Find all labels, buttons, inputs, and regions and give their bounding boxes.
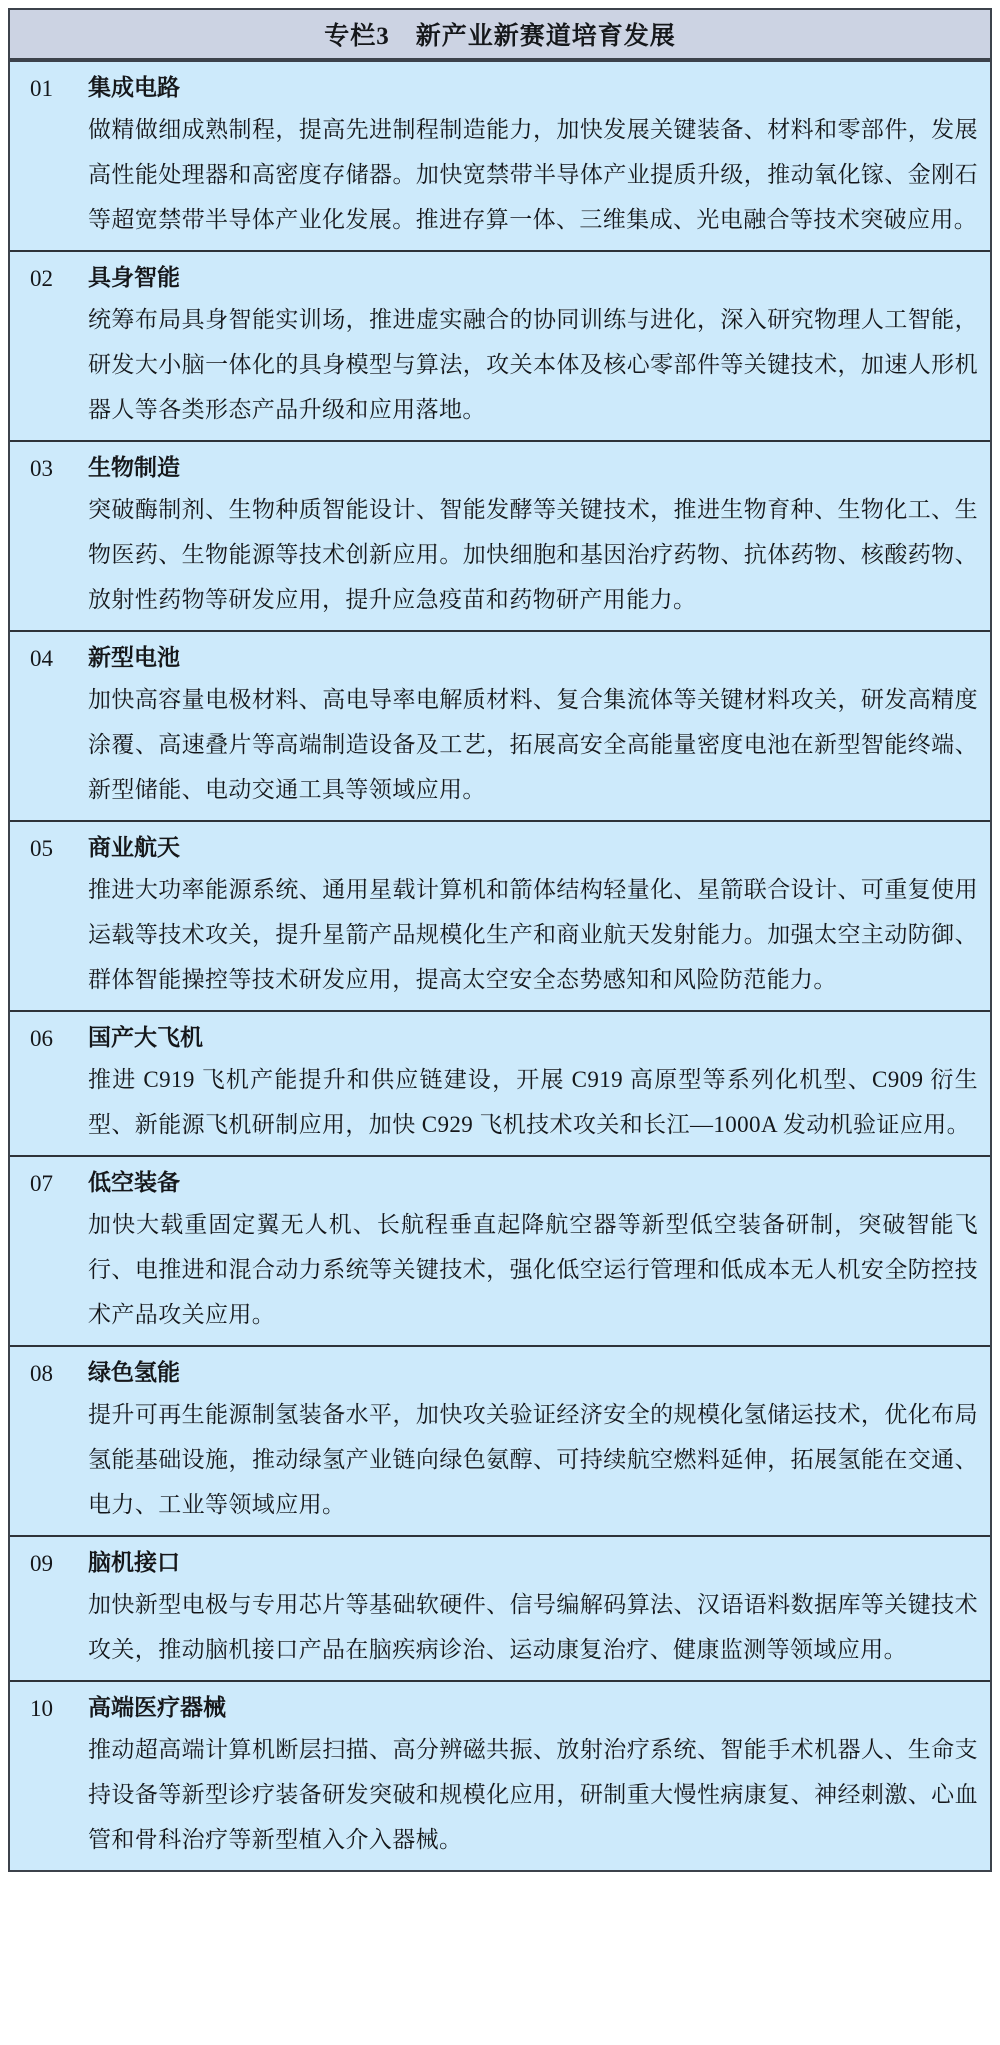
- section-content: [88, 1544, 978, 1672]
- special-column-panel: [8, 8, 992, 1872]
- section-content: [88, 1164, 978, 1337]
- section-title: 生物制造: [88, 455, 180, 480]
- section-content: [88, 259, 978, 432]
- section-body: 提升可再生能源制氢装备水平，加快攻关验证经济安全的规模化氢储运技术，优化布局氢能基础设施，推动绿氢产业链向绿色氨醇、可持续航空燃料延伸，拓展氢能在交通、电力、工业等领域应用。: [88, 1402, 978, 1517]
- panel-title: 专栏3 新产业新赛道培育发展: [324, 23, 676, 50]
- panel-header: [10, 10, 990, 62]
- section-content: [88, 1354, 978, 1527]
- section-number: 10: [30, 1696, 53, 1721]
- section-title: 具身智能: [88, 265, 180, 290]
- section-title: 商业航天: [88, 835, 180, 860]
- section-body: 加快大载重固定翼无人机、长航程垂直起降航空器等新型低空装备研制，突破智能飞行、电推进和混合动力系统等关键技术，强化低空运行管理和低成本无人机安全防控技术产品攻关应用。: [88, 1212, 978, 1327]
- section-row: [10, 1345, 990, 1535]
- section-row: [10, 820, 990, 1010]
- section-number: 06: [30, 1026, 53, 1051]
- section-content: [88, 1689, 978, 1862]
- section-content: [88, 829, 978, 1002]
- section-row: [10, 1535, 990, 1680]
- section-number: 03: [30, 456, 53, 481]
- section-number: 08: [30, 1361, 53, 1386]
- section-content: [88, 1019, 978, 1147]
- section-body: 突破酶制剂、生物种质智能设计、智能发酵等关键技术，推进生物育种、生物化工、生物医药、生物能源等技术创新应用。加快细胞和基因治疗药物、抗体药物、核酸药物、放射性药物等研发应用，提升应急疫苗和药物研产用能力。: [88, 497, 978, 612]
- section-number: 04: [30, 646, 53, 671]
- section-title: 集成电路: [88, 75, 180, 100]
- section-number: 01: [30, 76, 53, 101]
- section-title: 国产大飞机: [88, 1025, 203, 1050]
- sections-list: [10, 62, 990, 1870]
- section-row: [10, 440, 990, 630]
- section-body: 加快高容量电极材料、高电导率电解质材料、复合集流体等关键材料攻关，研发高精度涂覆、高速叠片等高端制造设备及工艺，拓展高安全高能量密度电池在新型智能终端、新型储能、电动交通工具等领域应用。: [88, 687, 978, 802]
- section-body: 加快新型电极与专用芯片等基础软硬件、信号编解码算法、汉语语料数据库等关键技术攻关，推动脑机接口产品在脑疾病诊治、运动康复治疗、健康监测等领域应用。: [88, 1592, 978, 1662]
- section-row: [10, 250, 990, 440]
- section-title: 绿色氢能: [88, 1360, 180, 1385]
- section-body: 统筹布局具身智能实训场，推进虚实融合的协同训练与进化，深入研究物理人工智能，研发大小脑一体化的具身模型与算法，攻关本体及核心零部件等关键技术，加速人形机器人等各类形态产品升级和应用落地。: [88, 307, 978, 422]
- section-body: 推进 C919 飞机产能提升和供应链建设，开展 C919 高原型等系列化机型、C909 衍生型、新能源飞机研制应用，加快 C929 飞机技术攻关和长江—1000A 发动机验证应用。: [88, 1067, 978, 1137]
- section-title: 脑机接口: [88, 1550, 180, 1575]
- section-row: [10, 1010, 990, 1155]
- section-body: 推进大功率能源系统、通用星载计算机和箭体结构轻量化、星箭联合设计、可重复使用运载等技术攻关，提升星箭产品规模化生产和商业航天发射能力。加强太空主动防御、群体智能操控等技术研发应用，提高太空安全态势感知和风险防范能力。: [88, 877, 978, 992]
- section-row: [10, 62, 990, 250]
- section-number: 07: [30, 1171, 53, 1196]
- section-title: 新型电池: [88, 645, 180, 670]
- section-body: 推动超高端计算机断层扫描、高分辨磁共振、放射治疗系统、智能手术机器人、生命支持设备等新型诊疗装备研发突破和规模化应用，研制重大慢性病康复、神经刺激、心血管和骨科治疗等新型植入介入器械。: [88, 1737, 978, 1852]
- section-row: [10, 1155, 990, 1345]
- section-number: 05: [30, 836, 53, 861]
- section-row: [10, 630, 990, 820]
- section-row: [10, 1680, 990, 1870]
- section-content: [88, 69, 978, 242]
- section-number: 09: [30, 1551, 53, 1576]
- section-number: 02: [30, 266, 53, 291]
- section-title: 低空装备: [88, 1170, 180, 1195]
- section-content: [88, 449, 978, 622]
- section-content: [88, 639, 978, 812]
- section-title: 高端医疗器械: [88, 1695, 226, 1720]
- section-body: 做精做细成熟制程，提高先进制程制造能力，加快发展关键装备、材料和零部件，发展高性能处理器和高密度存储器。加快宽禁带半导体产业提质升级，推动氧化镓、金刚石等超宽禁带半导体产业化发展。推进存算一体、三维集成、光电融合等技术突破应用。: [88, 117, 978, 232]
